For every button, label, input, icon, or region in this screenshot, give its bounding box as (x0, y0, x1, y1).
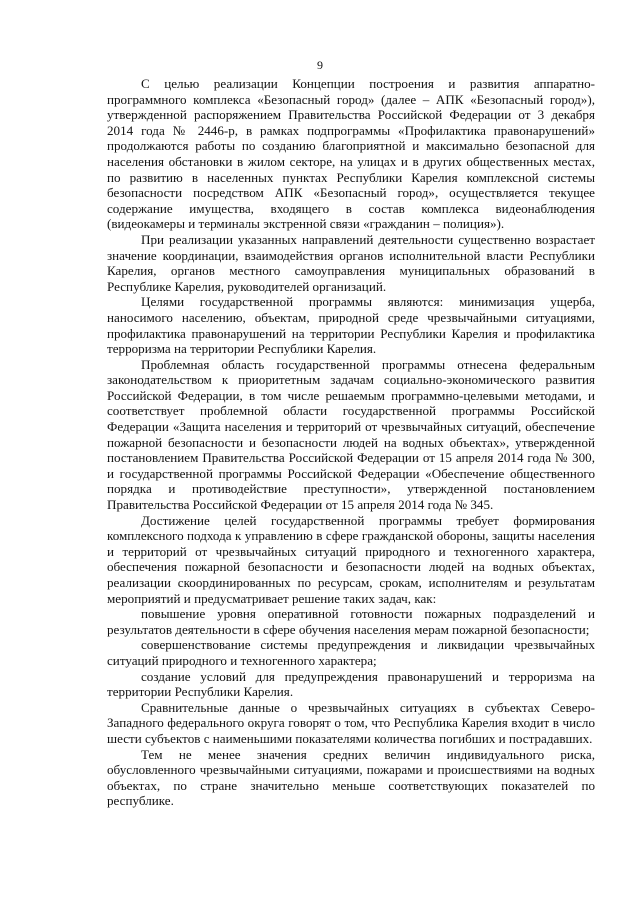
paragraph-achievement: Достижение целей государственной программы требует формирования комплексного подхода к управлению в сфере гражданской обороны, защиты населения и территорий от чрезвычайных ситуаций природного и техногенного характера, обеспечения пожарной безопасности и безопасности людей на водных объектах, реализации скоординированных по ресурсам, срокам, исполнителям и результатам мероприятий и предусматривает решение таких задач, как: (107, 512, 595, 606)
paragraph-comparative-data: Сравнительные данные о чрезвычайных ситуациях в субъектах Северо-Западного федерального округа говорят о том, что Республика Карелия входит в число шести субъектов с наименьшими показателями количества погибших и пострадавших. (107, 699, 595, 746)
paragraph-coordination: При реализации указанных направлений деятельности существенно возрастает значение координации, взаимодействия органов исполнительной власти Республики Карелия, органов местного самоуправления муниципальных образований в Республике Карелия, руководителей организаций. (107, 231, 595, 294)
paragraph-program-goals: Целями государственной программы являются: минимизация ущерба, наносимого населению, объектам, природной среде чрезвычайными ситуациями, профилактика правонарушений на территории Республики Карелия и профилактика терроризма на территории Республики Карелия. (107, 294, 595, 357)
paragraph-problem-area: Проблемная область государственной программы отнесена федеральным законодательством к приоритетным задачам социально-экономического развития Российской Федерации, в том числе решаемым программно-целевыми методами, и соответствует проблемной области государственной программы Российской Федерации «Защита населения и территорий от чрезвычайных ситуаций, обеспечение пожарной безопасности и безопасности людей на водных объектах», утвержденной постановлением Правительства Российской Федерации от 15 апреля 2014 года № 300, и государственной программы Российской Федерации «Обеспечение общественного порядка и противодействие преступности», утвержденной постановлением Правительства Российской Федерации от 15 апреля 2014 года № 345. (107, 356, 595, 513)
document-body (107, 76, 595, 809)
paragraph-individual-risk: Тем не менее значения средних величин индивидуального риска, обусловленного чрезвычайными ситуациями, пожарами и происшествиями на водных объектах, по стране значительно меньше соответствующих показателей по республике. (107, 746, 595, 809)
paragraph-safe-city: С целью реализации Концепции построения и развития аппаратно-программного комплекса «Безопасный город» (далее – АПК «Безопасный город»), утвержденной распоряжением Правительства Российской Федерации от 3 декабря 2014 года № 2446-р, в рамках подпрограммы «Профилактика правонарушений» продолжаются работы по созданию благоприятной и максимально безопасной для населения обстановки в жилом секторе, на улицах и в других общественных местах, по развитию в населенных пунктах Республики Карелия комплексной системы безопасности посредством АПК «Безопасный город», осуществляется текущее содержание имущества, входящего в состав комплекса видеонаблюдения (видеокамеры и терминалы экстренной связи «гражданин – полиция»). (107, 76, 595, 232)
list-item-crime-prevention: создание условий для предупреждения правонарушений и терроризма на территории Республики Карелия. (107, 668, 595, 700)
list-item-fire-readiness: повышение уровня оперативной готовности пожарных подразделений и результатов деятельности в сфере обучения населения мерам пожарной безопасности; (107, 606, 595, 637)
list-item-emergency-system: совершенствование системы предупреждения и ликвидации чрезвычайных ситуаций природного и техногенного характера; (107, 637, 595, 668)
page-number: 9 (317, 58, 323, 72)
